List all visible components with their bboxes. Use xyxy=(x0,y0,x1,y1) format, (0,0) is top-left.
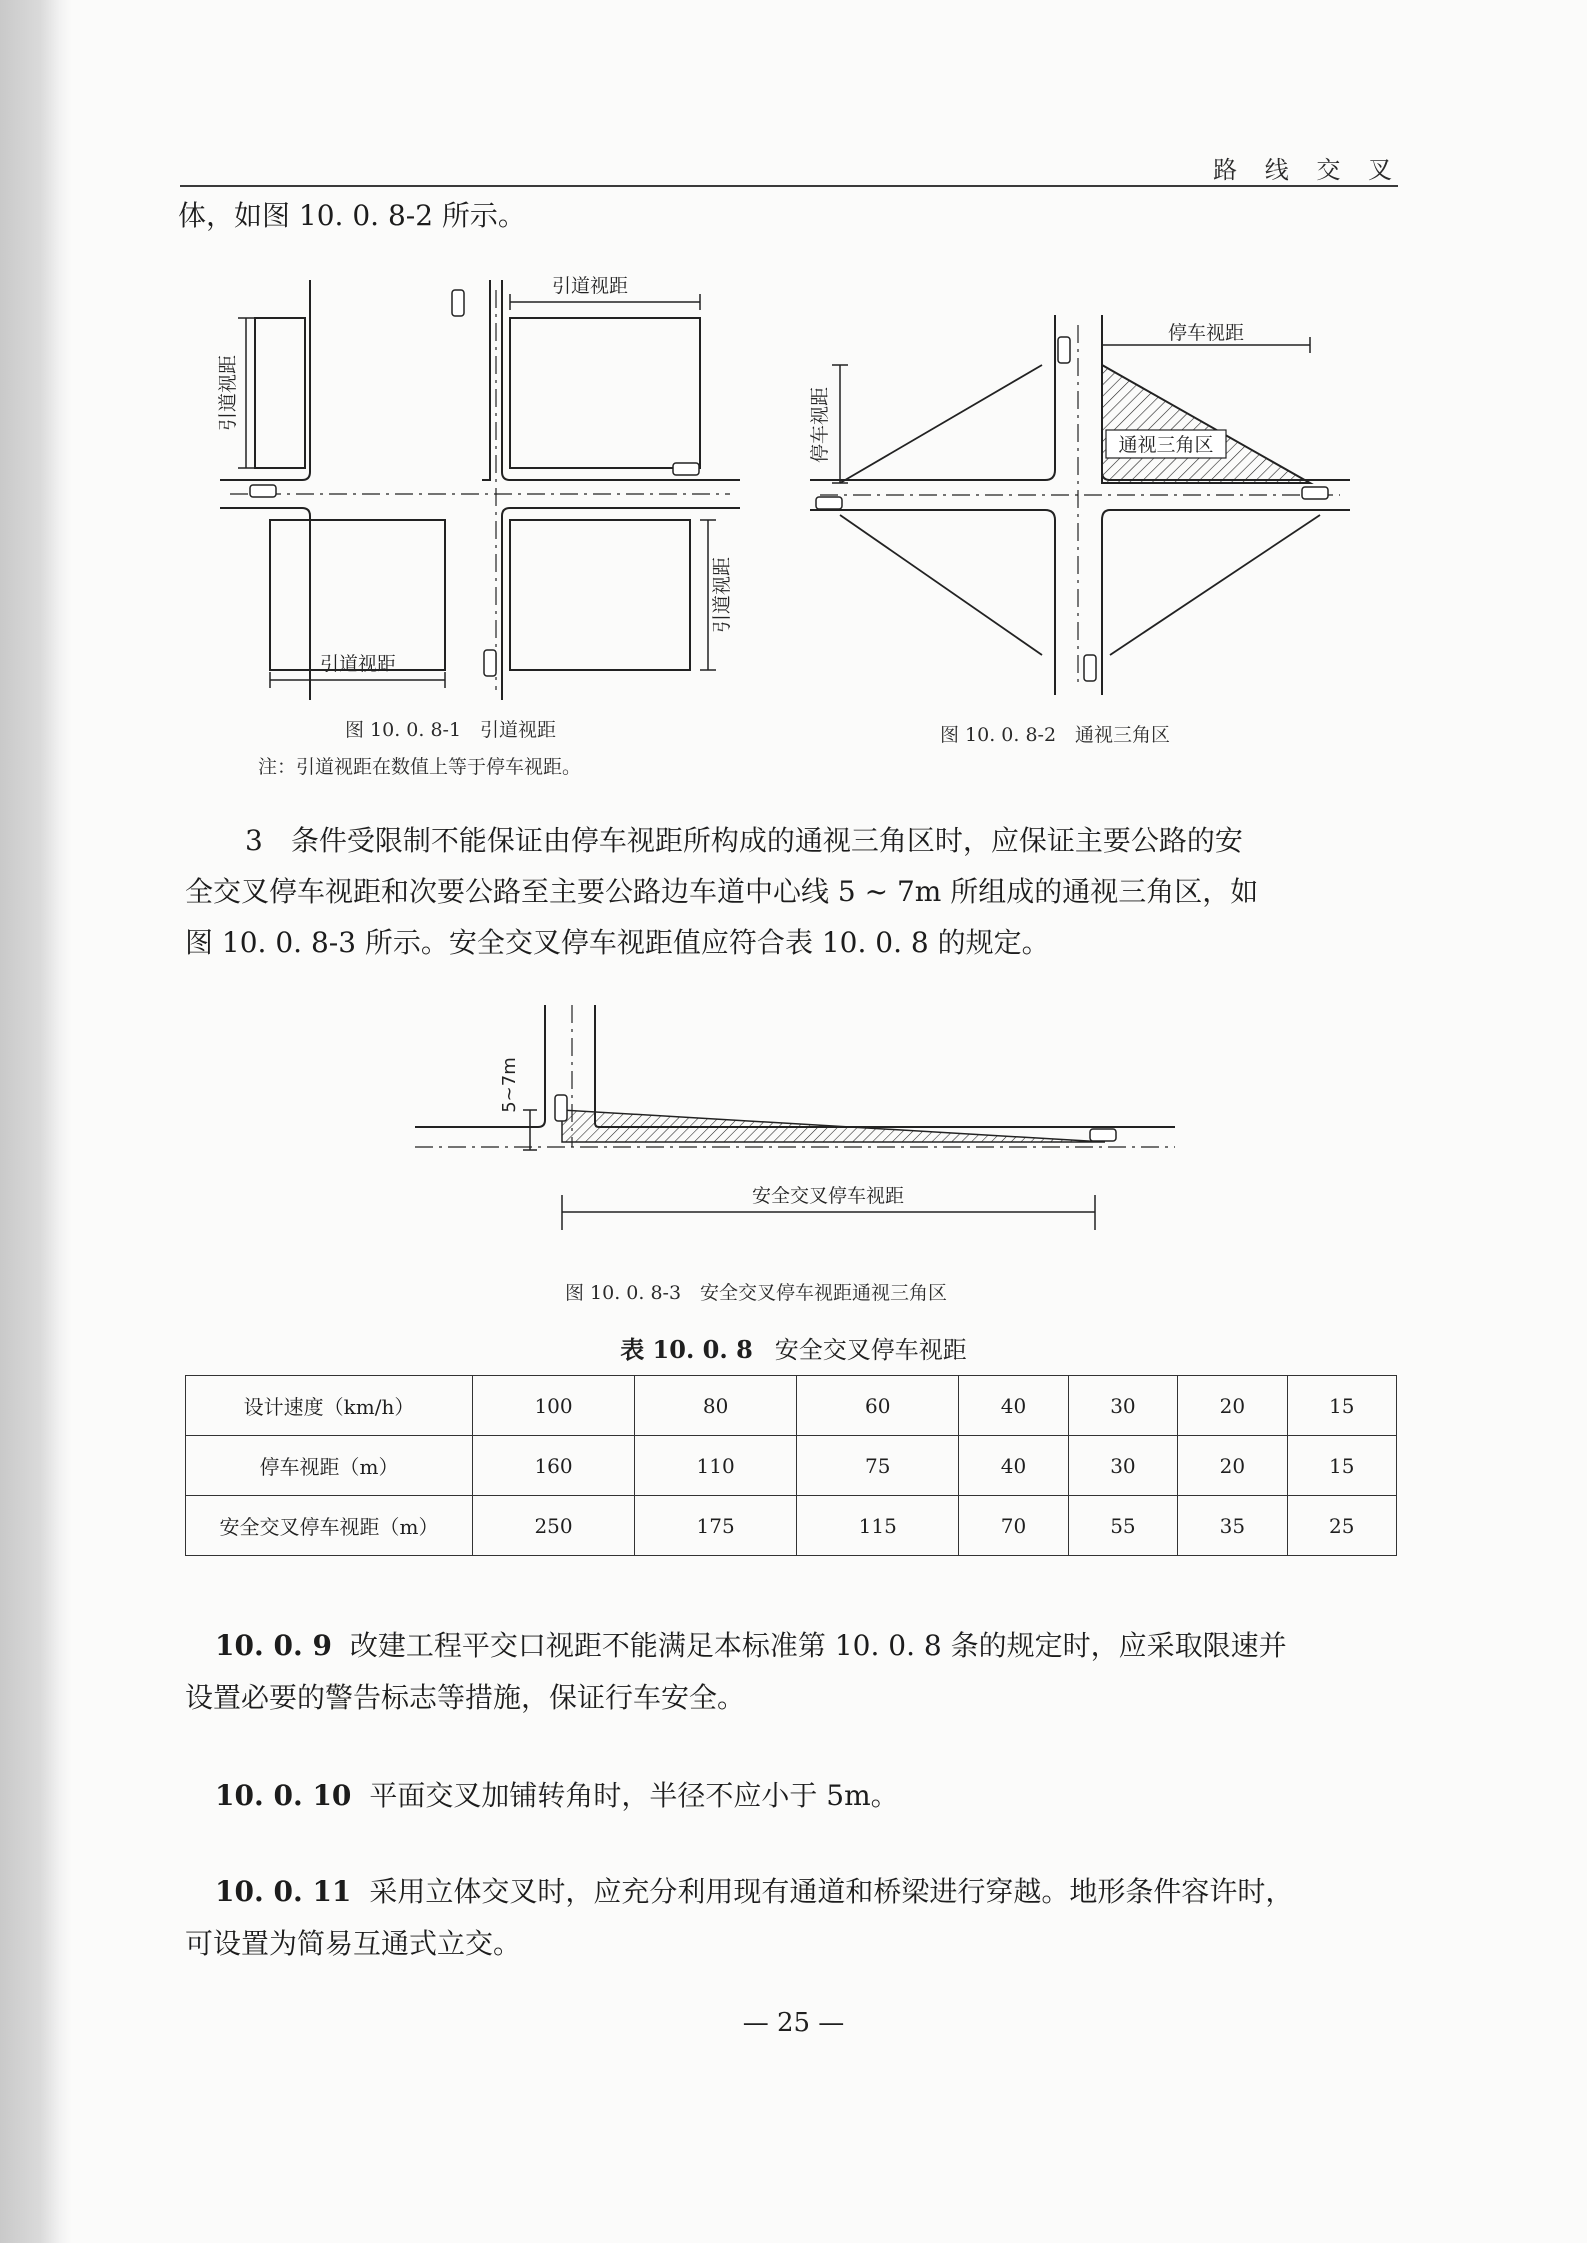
table-cell: 115 xyxy=(797,1496,959,1556)
table-cell: 40 xyxy=(959,1436,1068,1496)
car-icon xyxy=(484,650,496,676)
car-icon xyxy=(555,1095,567,1121)
row-header: 停车视距（m） xyxy=(186,1436,473,1496)
table-cell: 30 xyxy=(1068,1376,1177,1436)
scan-binding-edge xyxy=(0,0,72,2243)
fig2-label-zone: 通视三角区 xyxy=(1118,434,1214,456)
table-cell: 250 xyxy=(473,1496,635,1556)
row-header: 安全交叉停车视距（m） xyxy=(186,1496,473,1556)
clause-number: 10. 0. 11 xyxy=(215,1875,352,1908)
table-row xyxy=(186,1376,1397,1436)
car-icon xyxy=(1302,487,1328,499)
fig1-note: 注：引道视距在数值上等于停车视距。 xyxy=(258,756,582,778)
car-icon xyxy=(452,290,464,316)
fig1-label-right: 引道视距 xyxy=(711,556,733,634)
fig3-caption: 图 10. 0. 8-3 安全交叉停车视距通视三角区 xyxy=(565,1282,948,1304)
table-number: 表 10. 0. 8 xyxy=(620,1335,753,1364)
car-icon xyxy=(816,497,842,509)
clause-10-0-9-line2: 设置必要的警告标志等措施，保证行车安全。 xyxy=(185,1681,746,1714)
table-cell: 40 xyxy=(959,1376,1068,1436)
row-header: 设计速度（km/h） xyxy=(186,1376,473,1436)
fig1-label-top: 引道视距 xyxy=(551,275,629,297)
car-icon xyxy=(250,485,276,497)
page-number: — 25 — xyxy=(742,2008,845,2038)
table-cell: 110 xyxy=(635,1436,797,1496)
fig2-caption: 图 10. 0. 8-2 通视三角区 xyxy=(940,724,1171,746)
clause-number: 10. 0. 9 xyxy=(215,1629,332,1662)
clause-10-0-11-line2: 可设置为简易互通式立交。 xyxy=(185,1927,522,1960)
fig3-label-offset: 5~7m xyxy=(499,1057,520,1113)
table-cell: 35 xyxy=(1178,1496,1287,1556)
table-cell: 25 xyxy=(1287,1496,1396,1556)
table-row xyxy=(186,1436,1397,1496)
para3-line2: 全交叉停车视距和次要公路至主要公路边车道中心线 5 ~ 7m 所组成的通视三角区，如 xyxy=(185,875,1259,908)
running-header: 路 线 交 叉 xyxy=(1213,156,1402,184)
car-icon xyxy=(673,463,699,475)
car-icon xyxy=(1084,655,1096,681)
table-cell: 100 xyxy=(473,1376,635,1436)
figure-sight-triangle xyxy=(810,315,1350,695)
sight-triangle-hatched xyxy=(1102,365,1310,483)
table-cell: 55 xyxy=(1068,1496,1177,1556)
table-cell: 160 xyxy=(473,1436,635,1496)
table-cell: 15 xyxy=(1287,1376,1396,1436)
table-cell: 175 xyxy=(635,1496,797,1556)
table-name: 安全交叉停车视距 xyxy=(774,1336,967,1364)
table-cell: 80 xyxy=(635,1376,797,1436)
clause-10-0-10: 10. 0. 10 平面交叉加铺转角时，半径不应小于 5m。 xyxy=(215,1779,899,1812)
sight-distance-table xyxy=(185,1375,1397,1556)
para3-line1: 3 条件受限制不能保证由停车视距所构成的通视三角区时，应保证主要公路的安 xyxy=(245,824,1243,857)
fig1-label-bottom: 引道视距 xyxy=(319,653,397,675)
figure-safe-crossing-triangle xyxy=(415,1005,1185,1240)
fig1-label-left: 引道视距 xyxy=(217,354,239,432)
figure-approach-sight-distance xyxy=(217,275,740,700)
header-rule xyxy=(180,185,1398,187)
clause-number: 10. 0. 10 xyxy=(215,1779,352,1812)
table-title xyxy=(0,1330,1587,1365)
table-cell: 15 xyxy=(1287,1436,1396,1496)
clause-10-0-9-line1: 10. 0. 9 改建工程平交口视距不能满足本标准第 10. 0. 8 条的规定时，应采取限速并 xyxy=(215,1629,1287,1662)
table-cell: 60 xyxy=(797,1376,959,1436)
car-icon xyxy=(1058,337,1070,363)
fig2-label-left: 停车视距 xyxy=(809,386,831,464)
table-cell: 20 xyxy=(1178,1376,1287,1436)
para3-line3: 图 10. 0. 8-3 所示。安全交叉停车视距值应符合表 10. 0. 8 的规定。 xyxy=(185,926,1050,959)
car-icon xyxy=(1090,1129,1116,1141)
table-cell: 30 xyxy=(1068,1436,1177,1496)
table-cell: 70 xyxy=(959,1496,1068,1556)
table-row xyxy=(186,1496,1397,1556)
clause-10-0-11-line1: 10. 0. 11 采用立体交叉时，应充分利用现有通道和桥梁进行穿越。地形条件容许时， xyxy=(215,1875,1294,1908)
intro-paragraph: 体，如图 10. 0. 8-2 所示。 xyxy=(178,199,526,232)
table-cell: 20 xyxy=(1178,1436,1287,1496)
table-cell: 75 xyxy=(797,1436,959,1496)
fig1-caption: 图 10. 0. 8-1 引道视距 xyxy=(345,719,557,741)
fig3-label-distance: 安全交叉停车视距 xyxy=(751,1185,905,1207)
fig2-label-top: 停车视距 xyxy=(1167,322,1245,344)
